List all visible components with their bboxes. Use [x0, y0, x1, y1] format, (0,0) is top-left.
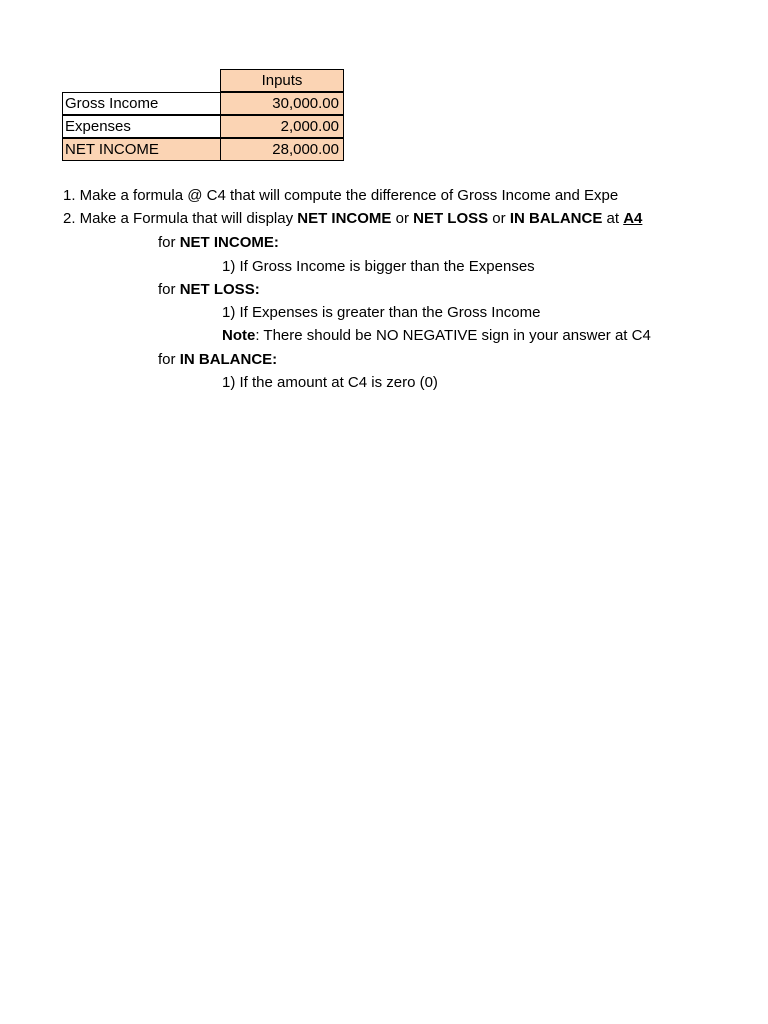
in-balance-heading [158, 350, 277, 370]
expenses-label[interactable]: Expenses [62, 115, 221, 138]
expenses-value[interactable]: 2,000.00 [220, 115, 344, 138]
note-text: : There should be NO NEGATIVE sign in your answer at C4 [255, 327, 651, 344]
net-loss-note [222, 326, 661, 346]
instruction-line-2 [63, 209, 661, 229]
in-balance-heading-label: IN BALANCE: [179, 351, 278, 368]
net-income-label[interactable]: NET INCOME [62, 138, 221, 161]
line2-in-balance: IN BALANCE [509, 210, 603, 227]
net-income-heading-label: NET INCOME: [179, 234, 279, 251]
net-income-value[interactable]: 28,000.00 [220, 138, 344, 161]
line2-net-income: NET INCOME [297, 210, 392, 227]
net-loss-prefix: for [158, 281, 180, 298]
gross-income-value[interactable]: 30,000.00 [220, 92, 344, 115]
in-balance-rule: 1) If the amount at C4 is zero (0) [222, 374, 438, 391]
net-loss-heading [158, 280, 260, 300]
table-header-row [62, 69, 344, 92]
net-income-prefix: for [158, 234, 180, 251]
inputs-header[interactable]: Inputs [220, 69, 344, 92]
net-income-heading [158, 233, 279, 253]
table-row-net-income [62, 138, 344, 161]
net-loss-heading-label: NET LOSS: [179, 281, 260, 298]
net-income-rule: 1) If Gross Income is bigger than the Expenses [222, 258, 535, 275]
line2-text-1: 2. Make a Formula that will display [63, 210, 298, 227]
net-loss-rule: 1) If Expenses is greater than the Gross Income [222, 304, 541, 321]
line2-text-3: or [488, 210, 510, 227]
gross-income-label[interactable]: Gross Income [62, 92, 221, 115]
line2-text-4: at [602, 210, 624, 227]
in-balance-prefix: for [158, 351, 180, 368]
table-row-gross-income [62, 92, 344, 115]
line2-cell-ref: A4 [623, 210, 643, 227]
line2-text-2: or [391, 210, 414, 227]
instruction-line-1: 1. Make a formula @ C4 that will compute the difference of Gross Income and Expe [63, 187, 619, 204]
note-label: Note [222, 327, 256, 344]
table-row-expenses [62, 115, 344, 138]
line2-net-loss: NET LOSS [413, 210, 489, 227]
